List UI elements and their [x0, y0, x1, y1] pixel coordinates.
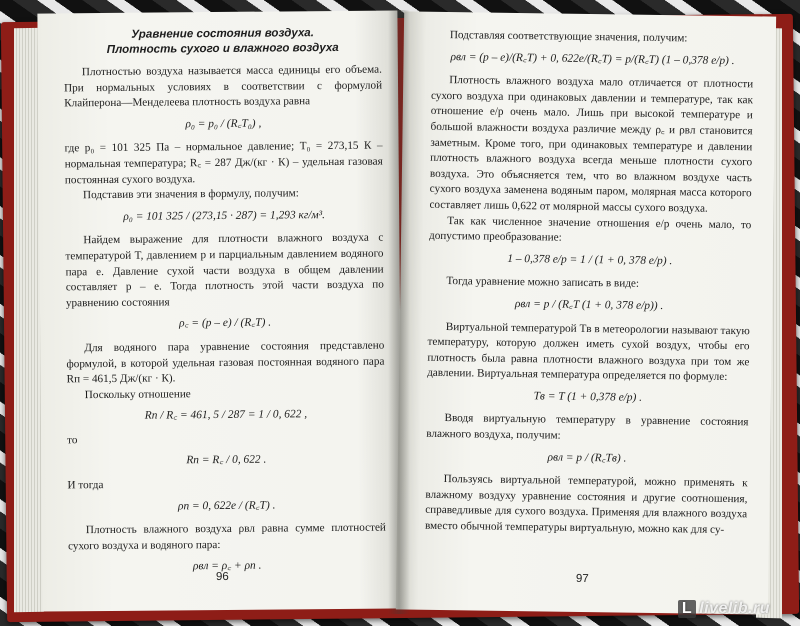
watermark — [678, 600, 770, 618]
section-heading — [64, 25, 382, 58]
watermark-badge: L — [678, 600, 696, 618]
paragraph: Подставив эти значения в формулу, получим: — [82, 187, 299, 202]
formula: Tв = T (1 + 0,378 e/p) . — [533, 390, 643, 404]
book-gutter — [388, 10, 410, 614]
formula: ρвл = ρ꜀ + ρп . — [192, 560, 262, 573]
formula: Rп / R꜀ = 461, 5 / 287 = 1 / 0, 622 , — [144, 408, 308, 422]
page-number: 97 — [575, 573, 589, 586]
paragraph: И тогда — [67, 479, 104, 492]
formula: ρп = 0, 622e / (R꜀T) . — [177, 499, 276, 513]
paragraph: то — [67, 434, 78, 447]
formula: ρ₀ = 101 325 / (273,15 · 287) = 1,293 кг/м³. — [123, 208, 325, 223]
paragraph: Найдем выражение для плотности влажного воздуха с температурой T, давлением p и парциальным давлением водяного пара e. Давление сухой части воздуха в общем давлении составляет p – e. Тогда плотность этой части воздуха по уравнению состояния — [65, 231, 384, 310]
paragraph: Так как численное значение отношения e/p очень мало, то допустимо преобразование: — [428, 214, 752, 244]
paragraph: Для водяного пара уравнение состояния представлено формулой, в которой удельная газовая постоянная водяного пара Rп = 461,5 Дж/(кг · К). — [66, 339, 385, 386]
formula: ρ꜀ = (p – e) / (R꜀T) . — [179, 316, 272, 330]
formula: ρвл = p / (R꜀Tв) . — [547, 451, 627, 465]
left-page — [37, 10, 402, 611]
paragraph: Плотность влажного воздуха мало отличается от плотности сухого воздуха при одинаковых давлении и температуре, так как отношение e/p очень мало. Лишь при высокой температуре и большой влажности воздуха различие между ρ꜀ и ρвл становится заметным. Кроме того, при одинаковых температуре и давлении плотность влажного воздуха всегда меньше плотности сухого воздуха. Это объясняется тем, что во влажном воздухе часть сухого воздуха заменена водяным паром, молярная масса которого составляет лишь 0,622 от молярной массы сухого воздуха. — [429, 74, 754, 215]
formula: Rп = R꜀ / 0, 622 . — [186, 454, 267, 467]
page-number: 96 — [215, 571, 229, 584]
formula: ρвл = p / (R꜀T (1 + 0, 378 e/p)) . — [514, 297, 664, 312]
paragraph: Поскольку отношение — [84, 387, 191, 401]
paragraph: Тогда уравнение можно записать в виде: — [446, 275, 640, 291]
paragraph: Плотность влажного воздуха ρвл равна сумме плотностей сухого воздуха и водяного пара: — [67, 521, 386, 553]
paragraph: Подставляя соответствующие значения, получим: — [449, 29, 688, 45]
heading-line-2: Плотность сухого и влажного воздуха — [106, 40, 339, 56]
paragraph: Пользуясь виртуальной температурой, можно применять к влажному воздуху уравнение состояния и другие соотношения, справедливые для сухого воздуха. Применяя для влажного воздуха вместо обычной температуры виртуальную, можно как для су- — [424, 473, 748, 536]
paragraph: Виртуальной температурой Tв в метеорологии называют такую температуру, которую должен иметь сухой воздух, чтобы его плотность была равна плотности влажного воздуха при том же давлении. Виртуальная температура определяется по формуле: — [427, 320, 750, 384]
right-page — [396, 11, 776, 614]
heading-line-1: Уравнение состояния воздуха. — [131, 26, 315, 41]
paragraph: Вводя виртуальную температуру в уравнение состояния влажного воздуха, получим: — [426, 412, 749, 442]
formula: ρ₀ = p₀ / (R꜀T₀) , — [185, 117, 262, 131]
paragraph: Плотностью воздуха называется масса единицы его объема. При нормальных условиях в соответствии с формулой Клайперона—Менделеева плотность воздуха равна — [63, 63, 383, 110]
formula: ρвл = (p – e)/(R꜀T) + 0, 622e/(R꜀T) = p/(R꜀T) (1 – 0,378 e/p) . — [450, 50, 735, 67]
formula: 1 – 0,378 e/p = 1 / (1 + 0, 378 e/p) . — [507, 252, 673, 267]
watermark-text: livelib.ru — [699, 600, 770, 617]
paragraph: где p₀ = 101 325 Па – нормальное давление; T₀ = 273,15 К – нормальная температура; R꜀ = 287 Дж/(кг · К) – удельная газовая постоянная сухого воздуха. — [64, 139, 383, 186]
